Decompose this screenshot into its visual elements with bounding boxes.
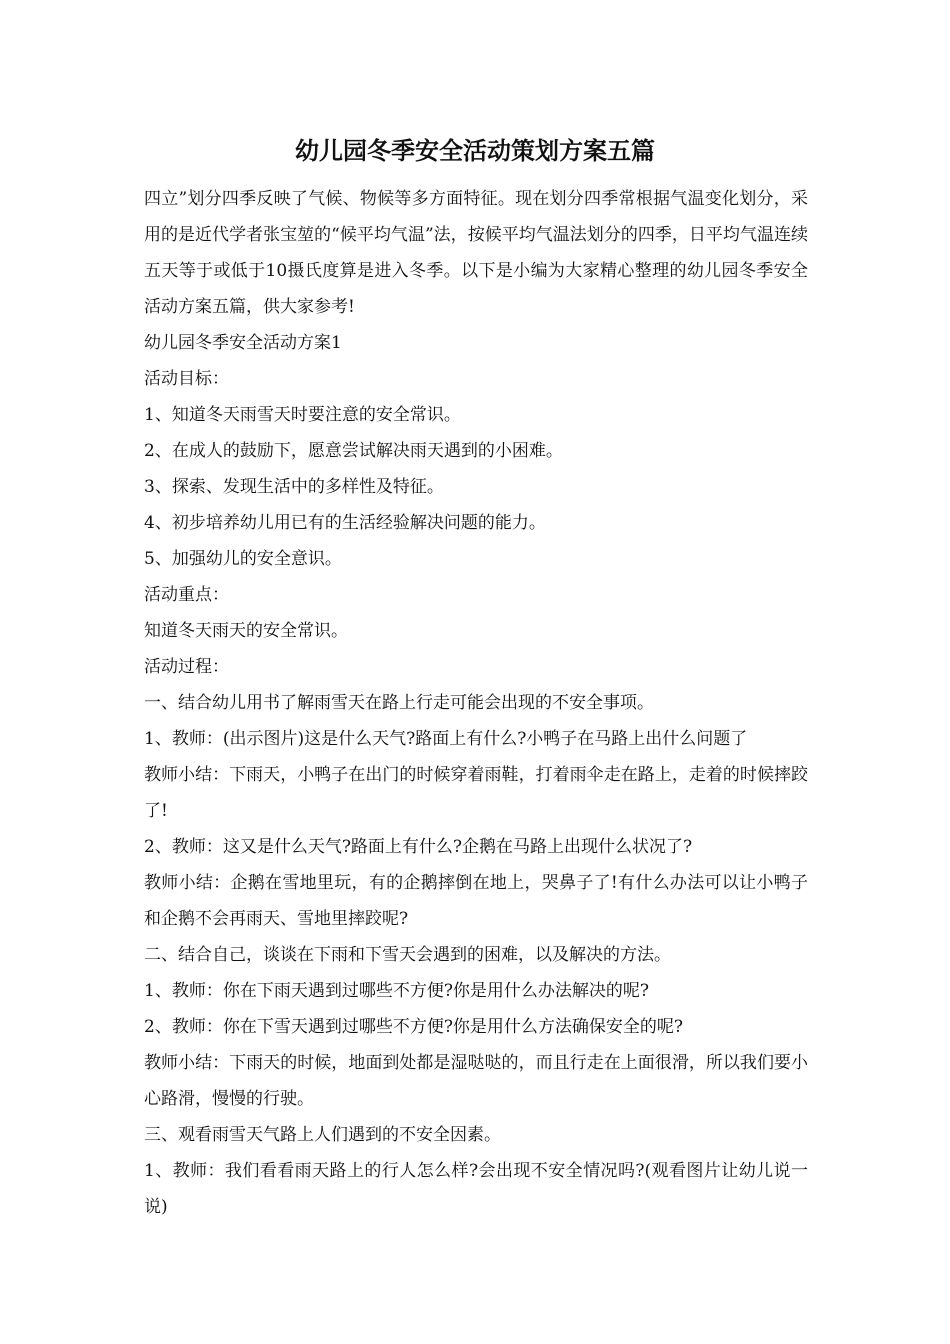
goal-item: 5、加强幼儿的安全意识。 [144,549,342,569]
document-title: 幼儿园冬季安全活动策划方案五篇 [295,136,655,165]
process-item: 2、教师：这又是什么天气?路面上有什么?企鹅在马路上出现什么状况了? [144,837,693,857]
process-item: 2、教师：你在下雪天遇到过哪些不方便?你是用什么方法确保安全的呢? [144,1017,684,1037]
label-activity-focus: 活动重点： [144,585,229,605]
document-body [144,181,808,1225]
teacher-summary: 教师小结：下雨天，小鸭子在出门的时候穿着雨鞋，打着雨伞走在路上，走着的时候摔跤了! [144,765,808,821]
goal-item: 2、在成人的鼓励下，愿意尝试解决雨天遇到的小困难。 [144,441,563,461]
section-heading-plan-1: 幼儿园冬季安全活动方案1 [144,333,342,353]
label-activity-goals: 活动目标： [144,369,229,389]
process-item: 1、教师：(出示图片)这是什么天气?路面上有什么?小鸭子在马路上出什么问题了 [144,729,748,749]
focus-text: 知道冬天雨天的安全常识。 [144,621,348,641]
process-item: 1、教师：你在下雨天遇到过哪些不方便?你是用什么办法解决的呢? [144,981,650,1001]
intro-paragraph: 四立”划分四季反映了气候、物候等多方面特征。现在划分四季常根据气温变化划分，采用的是近代学者张宝堃的“候平均气温”法，按候平均气温法划分的四季，日平均气温连续五天等于或低于10摄氏度算是进入冬季。以下是小编为大家精心整理的幼儿园冬季安全活动方案五篇，供大家参考! [144,189,808,317]
goal-item: 4、初步培养幼儿用已有的生活经验解决问题的能力。 [144,513,546,533]
teacher-summary: 教师小结：下雨天的时候，地面到处都是湿哒哒的，而且行走在上面很滑，所以我们要小心路滑，慢慢的行驶。 [144,1053,808,1109]
process-step-heading: 二、结合自己，谈谈在下雨和下雪天会遇到的困难，以及解决的方法。 [144,945,671,965]
process-step-heading: 三、观看雨雪天气路上人们遇到的不安全因素。 [144,1125,501,1145]
process-item: 1、教师：我们看看雨天路上的行人怎么样?会出现不安全情况吗?(观看图片让幼儿说一说) [144,1161,808,1217]
label-activity-process: 活动过程： [144,657,229,677]
goal-item: 1、知道冬天雨雪天时要注意的安全常识。 [144,405,461,425]
goal-item: 3、探索、发现生活中的多样性及特征。 [144,477,444,497]
process-step-heading: 一、结合幼儿用书了解雨雪天在路上行走可能会出现的不安全事项。 [144,693,654,713]
teacher-summary: 教师小结：企鹅在雪地里玩，有的企鹅摔倒在地上，哭鼻子了!有什么办法可以让小鸭子和企鹅不会再雨天、雪地里摔跤呢? [144,873,808,929]
